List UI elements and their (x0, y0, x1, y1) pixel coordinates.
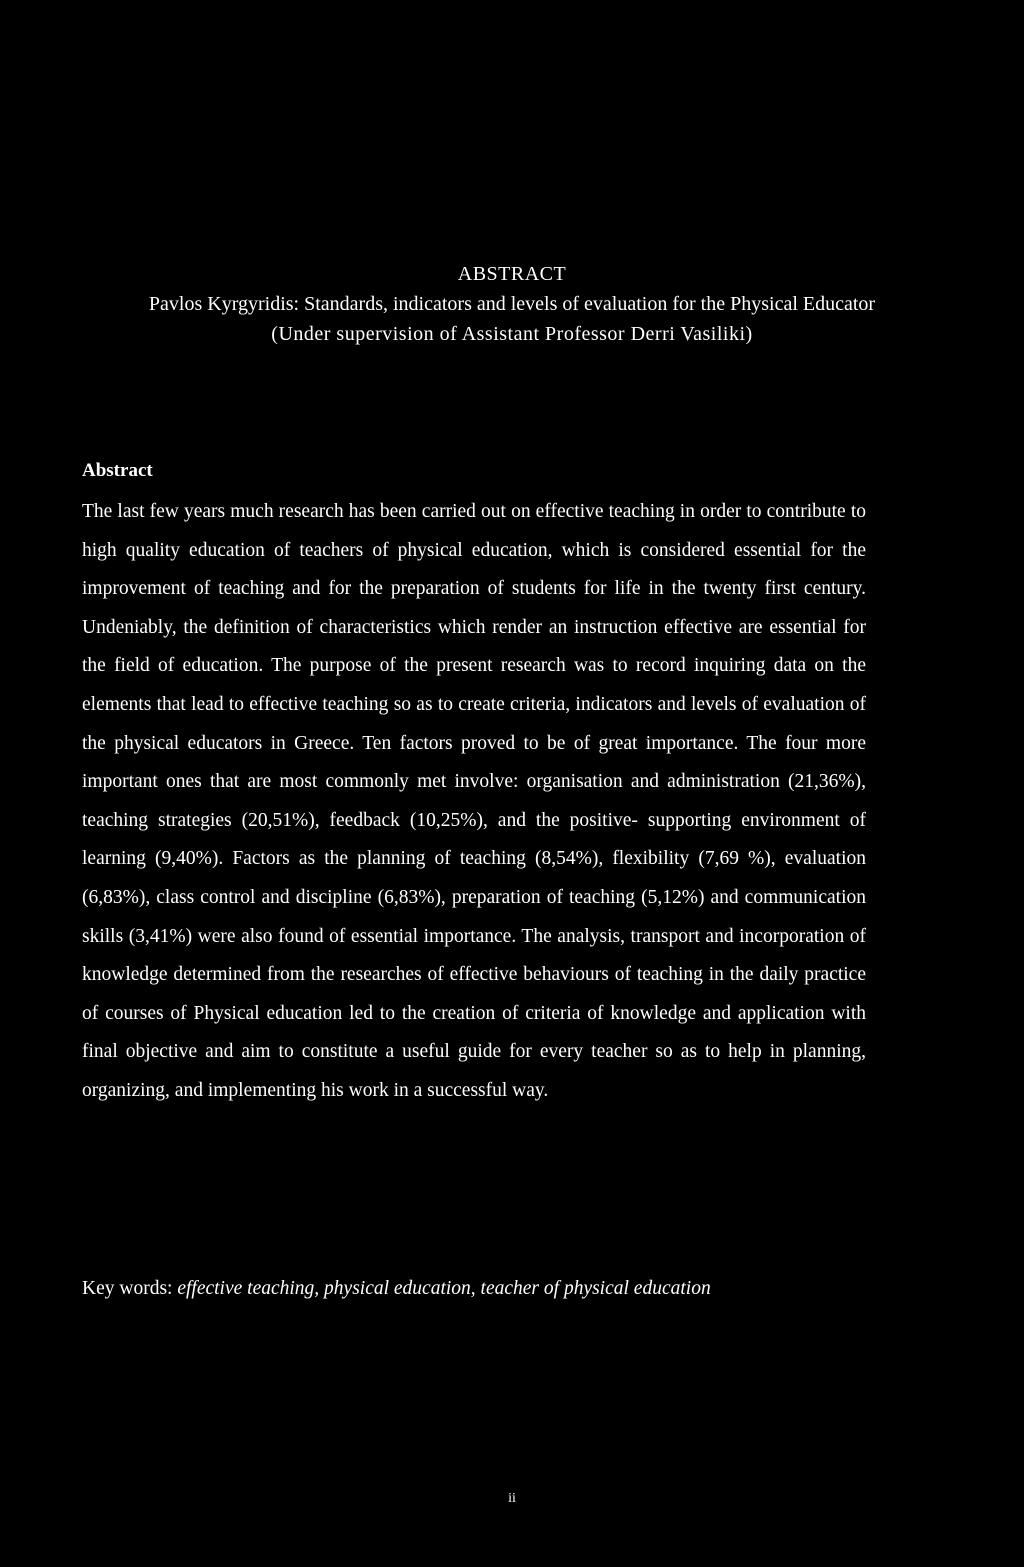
abstract-header (60, 259, 964, 349)
supervision-line: (Under supervision of Assistant Professor Derri Vasiliki) (271, 323, 753, 345)
keywords-label: Key words: (82, 1278, 173, 1299)
abstract-body: The last few years much research has been carried out on effective teaching in order to contribute to high quality education of teachers of physical education, which is considered essential for the improvement of teaching and for the preparation of students for life in the twenty first century. Undeniably, the definition of characteristics which render an instruction effective are essential for the field of education. The purpose of the present research was to record inquiring data on the elements that lead to effective teaching so as to create criteria, indicators and levels of evaluation of the physical educators in Greece. Ten factors proved to be of great importance. The four more important ones that are most commonly met involve: organisation and administration (21,36%), teaching strategies (20,51%), feedback (10,25%), and the positive- supporting environment of learning (9,40%). Factors as the planning of teaching (8,54%), flexibility (7,69 %), evaluation (6,83%), class control and discipline (6,83%), preparation of teaching (5,12%) and communication skills (3,41%) were also found of essential importance. The analysis, transport and incorporation of knowledge determined from the researches of effective behaviours of teaching in the daily practice of courses of Physical education led to the creation of criteria of knowledge and application with final objective and aim to constitute a useful guide for every teacher so as to help in planning, organizing, and implementing his work in a successful way. (82, 501, 866, 1101)
page-number: ii (508, 1491, 516, 1506)
keywords-line (82, 1274, 902, 1304)
page-title: ABSTRACT (457, 263, 567, 285)
keywords-terms: effective teaching, physical education, teacher of physical education (177, 1278, 711, 1299)
abstract-heading: Abstract (82, 460, 153, 481)
thesis-author-and-title: Pavlos Kyrgyridis: Standards, indicators and levels of evaluation for the Physical Educator (148, 293, 876, 315)
